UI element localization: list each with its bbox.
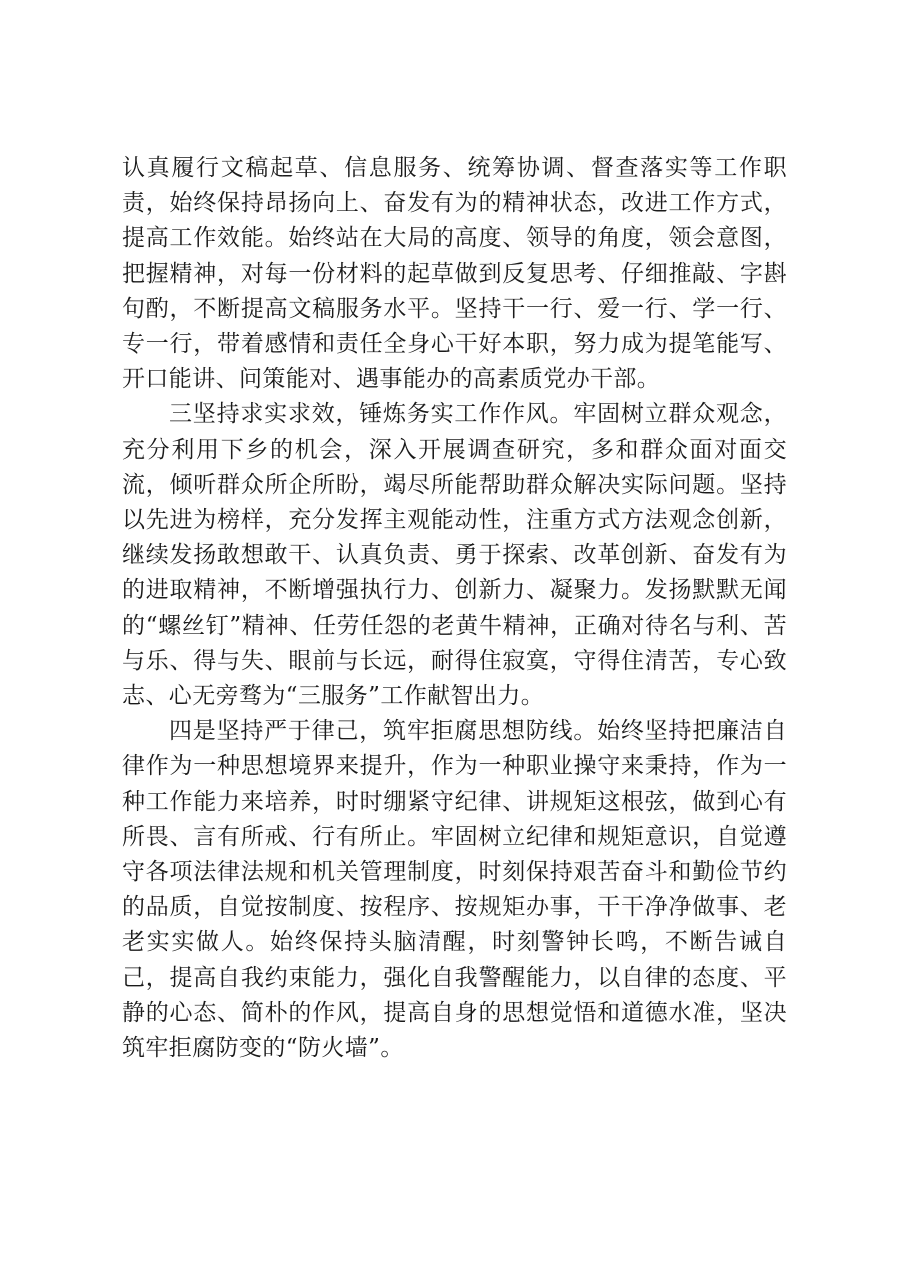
paragraph-2: 三坚持求实求效，锤炼务实工作作风。牢固树立群众观念，充分利用下乡的机会，深入开展调查研究，多和群众面对面交流，倾听群众所企所盼，竭尽所能帮助群众解决实际问题。坚持以先进为榜样，充分发挥主观能动性，注重方式方法观念创新，继续发扬敢想敢干、认真负责、勇于探索、改革创新、奋发有为的进取精神，不断增强执行力、创新力、凝聚力。发扬默默无闻的“螺丝钉”精神、任劳任怨的老黄牛精神，正确对待名与利、苦与乐、得与失、眼前与长远，耐得住寂寞，守得住清苦，专心致志、心无旁骛为“三服务”工作献智出力。: [122, 401, 787, 710]
paragraph-3: 四是坚持严于律己，筑牢拒腐思想防线。始终坚持把廉洁自律作为一种思想境界来提升，作为一种职业操守来秉持，作为一种工作能力来培养，时时绷紧守纪律、讲规矩这根弦，做到心有所畏、言有所戒、行有所止。牢固树立纪律和规矩意识，自觉遵守各项法律法规和机关管理制度，时刻保持艰苦奋斗和勤俭节约的品质，自觉按制度、按程序、按规矩办事，干干净净做事、老老实实做人。始终保持头脑清醒，时刻警钟长鸣，不断告诫自己，提高自我约束能力，强化自我警醒能力，以自律的态度、平静的心态、简朴的作风，提高自身的思想觉悟和道德水准，坚决筑牢拒腐防变的“防火墙”。: [122, 718, 787, 1062]
paragraph-1: 认真履行文稿起草、信息服务、统筹协调、督查落实等工作职责，始终保持昂扬向上、奋发有为的精神状态，改进工作方式，提高工作效能。始终站在大局的高度、领导的角度，领会意图，把握精神，对每一份材料的起草做到反复思考、仔细推敲、字斟句酌，不断提高文稿服务水平。坚持干一行、爱一行、学一行、专一行，带着感情和责任全身心干好本职，努力成为提笔能写、开口能讲、问策能对、遇事能办的高素质党办干部。: [122, 155, 787, 393]
document-body: [122, 151, 787, 1066]
